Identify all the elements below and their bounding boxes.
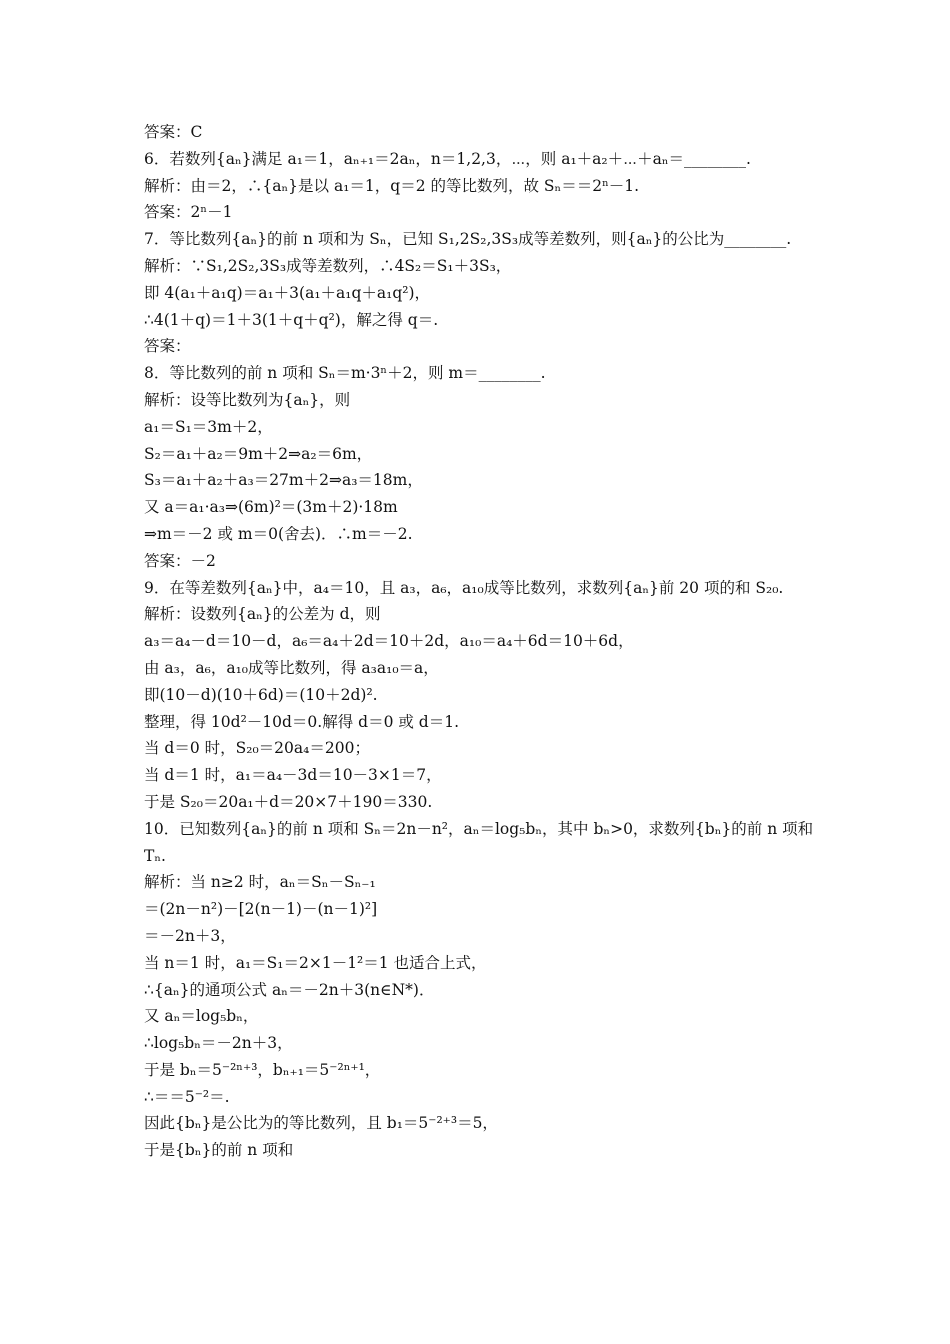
text-line: 9．在等差数列{aₙ}中，a₄＝10，且 a₃，a₆，a₁₀成等比数列，求数列{aₙ}前 20 项的和 S₂₀. xyxy=(144,578,784,597)
text-line: 10．已知数列{aₙ}的前 n 项和 Sₙ＝2n－n²，aₙ＝log₅bₙ，其中 bₙ>0，求数列{bₙ}的前 n 项和 xyxy=(144,819,814,838)
solution-text xyxy=(144,119,824,1164)
text-line: ⇒m＝－2 或 m＝0(舍去)．∴m＝－2. xyxy=(144,524,413,543)
text-line: ＝－2n＋3， xyxy=(144,926,236,945)
text-line: 由 a₃，a₆，a₁₀成等比数列，得 a₃a₁₀＝a， xyxy=(144,658,439,677)
text-line: 当 d＝1 时，a₁＝a₄－3d＝10－3×1＝7， xyxy=(144,766,442,785)
text-line: 7．等比数列{aₙ}的前 n 项和为 Sₙ，已知 S₁,2S₂,3S₃成等差数列，则{aₙ}的公比为________. xyxy=(144,230,792,249)
text-line: 于是 S₂₀＝20a₁＋d＝20×7＋190＝330. xyxy=(144,792,433,811)
text-line: a₁＝S₁＝3m＋2， xyxy=(144,417,273,436)
text-line: ∴log₅bₙ＝－2n＋3， xyxy=(144,1034,293,1053)
text-line: a₃＝a₄－d＝10－d，a₆＝a₄＋2d＝10＋2d，a₁₀＝a₄＋6d＝10＋6d， xyxy=(144,632,634,651)
text-line: 因此{bₙ}是公比为的等比数列，且 b₁＝5⁻²⁺³＝5， xyxy=(144,1114,498,1133)
text-line: 当 n＝1 时，a₁＝S₁＝2×1－1²＝1 也适合上式， xyxy=(144,953,487,972)
text-line: 于是{bₙ}的前 n 项和 xyxy=(144,1141,294,1160)
text-line: 解析：由＝2，∴{aₙ}是以 a₁＝1，q＝2 的等比数列，故 Sₙ＝＝2ⁿ－1. xyxy=(144,176,640,195)
text-line: 又 a＝a₁·a₃⇒(6m)²＝(3m＋2)·18m xyxy=(144,498,398,517)
text-line: 答案：C xyxy=(144,123,203,141)
text-line: 即(10－d)(10＋6d)＝(10＋2d)². xyxy=(144,685,378,704)
text-line: 6．若数列{aₙ}满足 a₁＝1，aₙ₊₁＝2aₙ，n＝1,2,3，⋯，则 a₁＋a₂＋⋯＋aₙ＝________. xyxy=(144,149,751,168)
text-line: 于是 bₙ＝5⁻²ⁿ⁺³，bₙ₊₁＝5⁻²ⁿ⁺¹， xyxy=(144,1060,381,1079)
text-line: 又 aₙ＝log₅bₙ， xyxy=(144,1007,259,1026)
text-line: 解析：设等比数列为{aₙ}，则 xyxy=(144,390,351,409)
text-line: 答案： xyxy=(144,337,191,356)
text-line: 8．等比数列的前 n 项和 Sₙ＝m·3ⁿ＋2，则 m＝________. xyxy=(144,364,546,383)
text-line: 答案：－2 xyxy=(144,551,216,570)
text-line: ∴{aₙ}的通项公式 aₙ＝－2n＋3(n∈N*)． xyxy=(144,980,435,999)
text-line: ＝(2n－n²)－[2(n－1)－(n－1)²] xyxy=(144,900,378,919)
text-line: ∴4(1＋q)＝1＋3(1＋q＋q²)，解之得 q＝. xyxy=(144,310,439,329)
text-line: 整理，得 10d²－10d＝0.解得 d＝0 或 d＝1. xyxy=(144,712,459,731)
text-line: Tₙ. xyxy=(144,846,166,865)
text-line: 即 4(a₁＋a₁q)＝a₁＋3(a₁＋a₁q＋a₁q²)， xyxy=(144,283,431,302)
text-line: 解析：∵S₁,2S₂,3S₃成等差数列，∴4S₂＝S₁＋3S₃， xyxy=(144,256,512,275)
text-line: ∴＝＝5⁻²＝. xyxy=(144,1087,230,1106)
text-line: S₃＝a₁＋a₂＋a₃＝27m＋2⇒a₃＝18m， xyxy=(144,471,423,490)
text-line: 当 d＝0 时，S₂₀＝20a₄＝200； xyxy=(144,739,370,758)
text-line: S₂＝a₁＋a₂＝9m＋2⇒a₂＝6m， xyxy=(144,444,373,463)
text-line: 答案：2ⁿ－1 xyxy=(144,203,233,222)
text-line: 解析：设数列{aₙ}的公差为 d，则 xyxy=(144,605,381,624)
text-line: 解析：当 n≥2 时，aₙ＝Sₙ－Sₙ₋₁ xyxy=(144,873,376,892)
